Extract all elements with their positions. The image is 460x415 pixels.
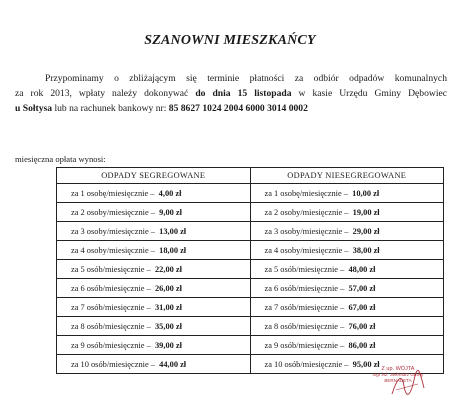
rate-amount-segregated: 44,00 zł: [159, 359, 187, 369]
table-row: [57, 222, 444, 241]
rate-cell-unsegregated: [250, 336, 444, 355]
rate-cell-segregated: [57, 184, 251, 203]
rate-label-segregated: za 5 osób/miesięcznie –: [71, 264, 151, 274]
notice-line-2: [15, 86, 447, 101]
rate-cell-segregated: [57, 222, 251, 241]
rate-label-segregated: za 2 osoby/miesięcznie –: [71, 207, 155, 217]
rate-amount-unsegregated: 76,00 zł: [348, 321, 376, 331]
rate-label-segregated: za 1 osobę/miesięcznie –: [71, 188, 155, 198]
rate-cell-unsegregated: [250, 184, 444, 203]
rate-cell-segregated: [57, 317, 251, 336]
rate-cell-unsegregated: [250, 260, 444, 279]
notice-line-3-mid: lub na rachunek bankowy nr:: [52, 103, 169, 114]
rate-cell-segregated: [57, 298, 251, 317]
rate-amount-segregated: 13,00 zł: [159, 226, 187, 236]
rate-amount-segregated: 31,00 zł: [154, 302, 182, 312]
header-segregated: ODPADY SEGREGOWANE: [57, 168, 251, 184]
table-row: [57, 203, 444, 222]
rate-label-unsegregated: za 9 osób/miesięcznie –: [264, 340, 345, 350]
notice-line-2-end: w kasie Urzędu Gminy Dębowiec: [291, 88, 448, 99]
rate-cell-segregated: [57, 355, 251, 374]
rate-cell-unsegregated: [250, 279, 444, 298]
rate-amount-segregated: 22,00 zł: [154, 264, 182, 274]
rates-table: [56, 167, 444, 374]
rate-cell-unsegregated: [250, 317, 444, 336]
table-row: [57, 184, 444, 203]
rate-label-unsegregated: za 2 osoby/miesięcznie –: [264, 207, 349, 217]
rate-amount-segregated: 4,00 zł: [158, 188, 182, 198]
rate-cell-unsegregated: [250, 203, 444, 222]
rate-amount-unsegregated: 95,00 zł: [352, 359, 380, 369]
page-title: SZANOWNI MIESZKAŃCY: [144, 33, 316, 48]
table-row: [57, 336, 444, 355]
rate-label-segregated: za 8 osób/miesięcznie –: [71, 321, 151, 331]
rate-label-segregated: za 4 osoby/miesięcznie –: [71, 245, 155, 255]
rate-amount-segregated: 35,00 zł: [154, 321, 182, 331]
rate-amount-unsegregated: 10,00 zł: [352, 188, 380, 198]
rate-label-unsegregated: za 7 osób/miesięcznie –: [264, 302, 345, 312]
rate-label-unsegregated: za 8 osób/miesięcznie –: [264, 321, 345, 331]
notice-line-3: [15, 101, 447, 116]
rate-label-segregated: za 10 osób/miesięcznie –: [71, 359, 155, 369]
rate-amount-segregated: 18,00 zł: [159, 245, 187, 255]
header-unsegregated: ODPADY NIESEGREGOWANE: [250, 168, 444, 184]
rate-label-unsegregated: za 3 osoby/miesięcznie –: [264, 226, 349, 236]
rate-label-unsegregated: za 6 osób/miesięcznie –: [264, 283, 345, 293]
rate-cell-unsegregated: [250, 298, 444, 317]
rate-cell-segregated: [57, 279, 251, 298]
rate-amount-unsegregated: 19,00 zł: [352, 207, 380, 217]
table-row: [57, 241, 444, 260]
rate-cell-unsegregated: [250, 241, 444, 260]
signature-icon: [390, 370, 426, 400]
rate-amount-unsegregated: 29,00 zł: [352, 226, 380, 236]
rate-cell-unsegregated: [250, 222, 444, 241]
rate-label-unsegregated: za 1 osobę/miesięcznie –: [264, 188, 348, 198]
notice-line-1: Przypominamy o zbliżającym się terminie płatności za odbiór odpadów komunalnych: [45, 73, 447, 84]
rate-amount-segregated: 9,00 zł: [159, 207, 182, 217]
payment-deadline: do dnia 15 listopada: [195, 88, 292, 99]
table-row: [57, 279, 444, 298]
rate-label-unsegregated: za 4 osoby/miesięcznie –: [264, 245, 349, 255]
bank-account-number: 85 8627 1024 2004 6000 3014 0002: [168, 103, 308, 114]
rate-cell-segregated: [57, 241, 251, 260]
rate-amount-unsegregated: 67,00 zł: [348, 302, 376, 312]
table-header-row: [57, 168, 444, 184]
rate-amount-unsegregated: 38,00 zł: [352, 245, 380, 255]
table-row: [57, 260, 444, 279]
official-stamp: [368, 366, 428, 406]
rate-cell-segregated: [57, 203, 251, 222]
rate-amount-unsegregated: 48,00 zł: [348, 264, 376, 274]
rate-label: miesięczna opłata wynosi:: [15, 154, 106, 164]
rate-label-segregated: za 7 osób/miesięcznie –: [71, 302, 151, 312]
rate-label-segregated: za 3 osoby/miesięcznie –: [71, 226, 155, 236]
table-row: [57, 317, 444, 336]
rate-label-segregated: za 6 osób/miesięcznie –: [71, 283, 151, 293]
rate-amount-unsegregated: 86,00 zł: [348, 340, 376, 350]
stamp-line-1: Z up. WÓJTA: [381, 366, 415, 372]
rate-label-unsegregated: za 5 osób/miesięcznie –: [264, 264, 345, 274]
stamp-line-2: mgr inż. Sekretarz Gminy: [372, 372, 424, 377]
rate-cell-segregated: [57, 336, 251, 355]
notice-paragraph: [15, 71, 447, 116]
rate-label-segregated: za 9 osób/miesięcznie –: [71, 340, 151, 350]
stamp-line-3: BERNADETA: [384, 378, 412, 383]
rate-label-unsegregated: za 10 osób/miesięcznie –: [264, 359, 349, 369]
rate-cell-segregated: [57, 260, 251, 279]
notice-line-2-start: za rok 2013, wpłaty należy dokonywać: [15, 88, 196, 99]
table-row: [57, 298, 444, 317]
rate-amount-segregated: 26,00 zł: [154, 283, 182, 293]
rate-amount-unsegregated: 57,00 zł: [348, 283, 376, 293]
soltys-text: u Sołtysa: [15, 103, 53, 114]
rate-amount-segregated: 39,00 zł: [154, 340, 182, 350]
